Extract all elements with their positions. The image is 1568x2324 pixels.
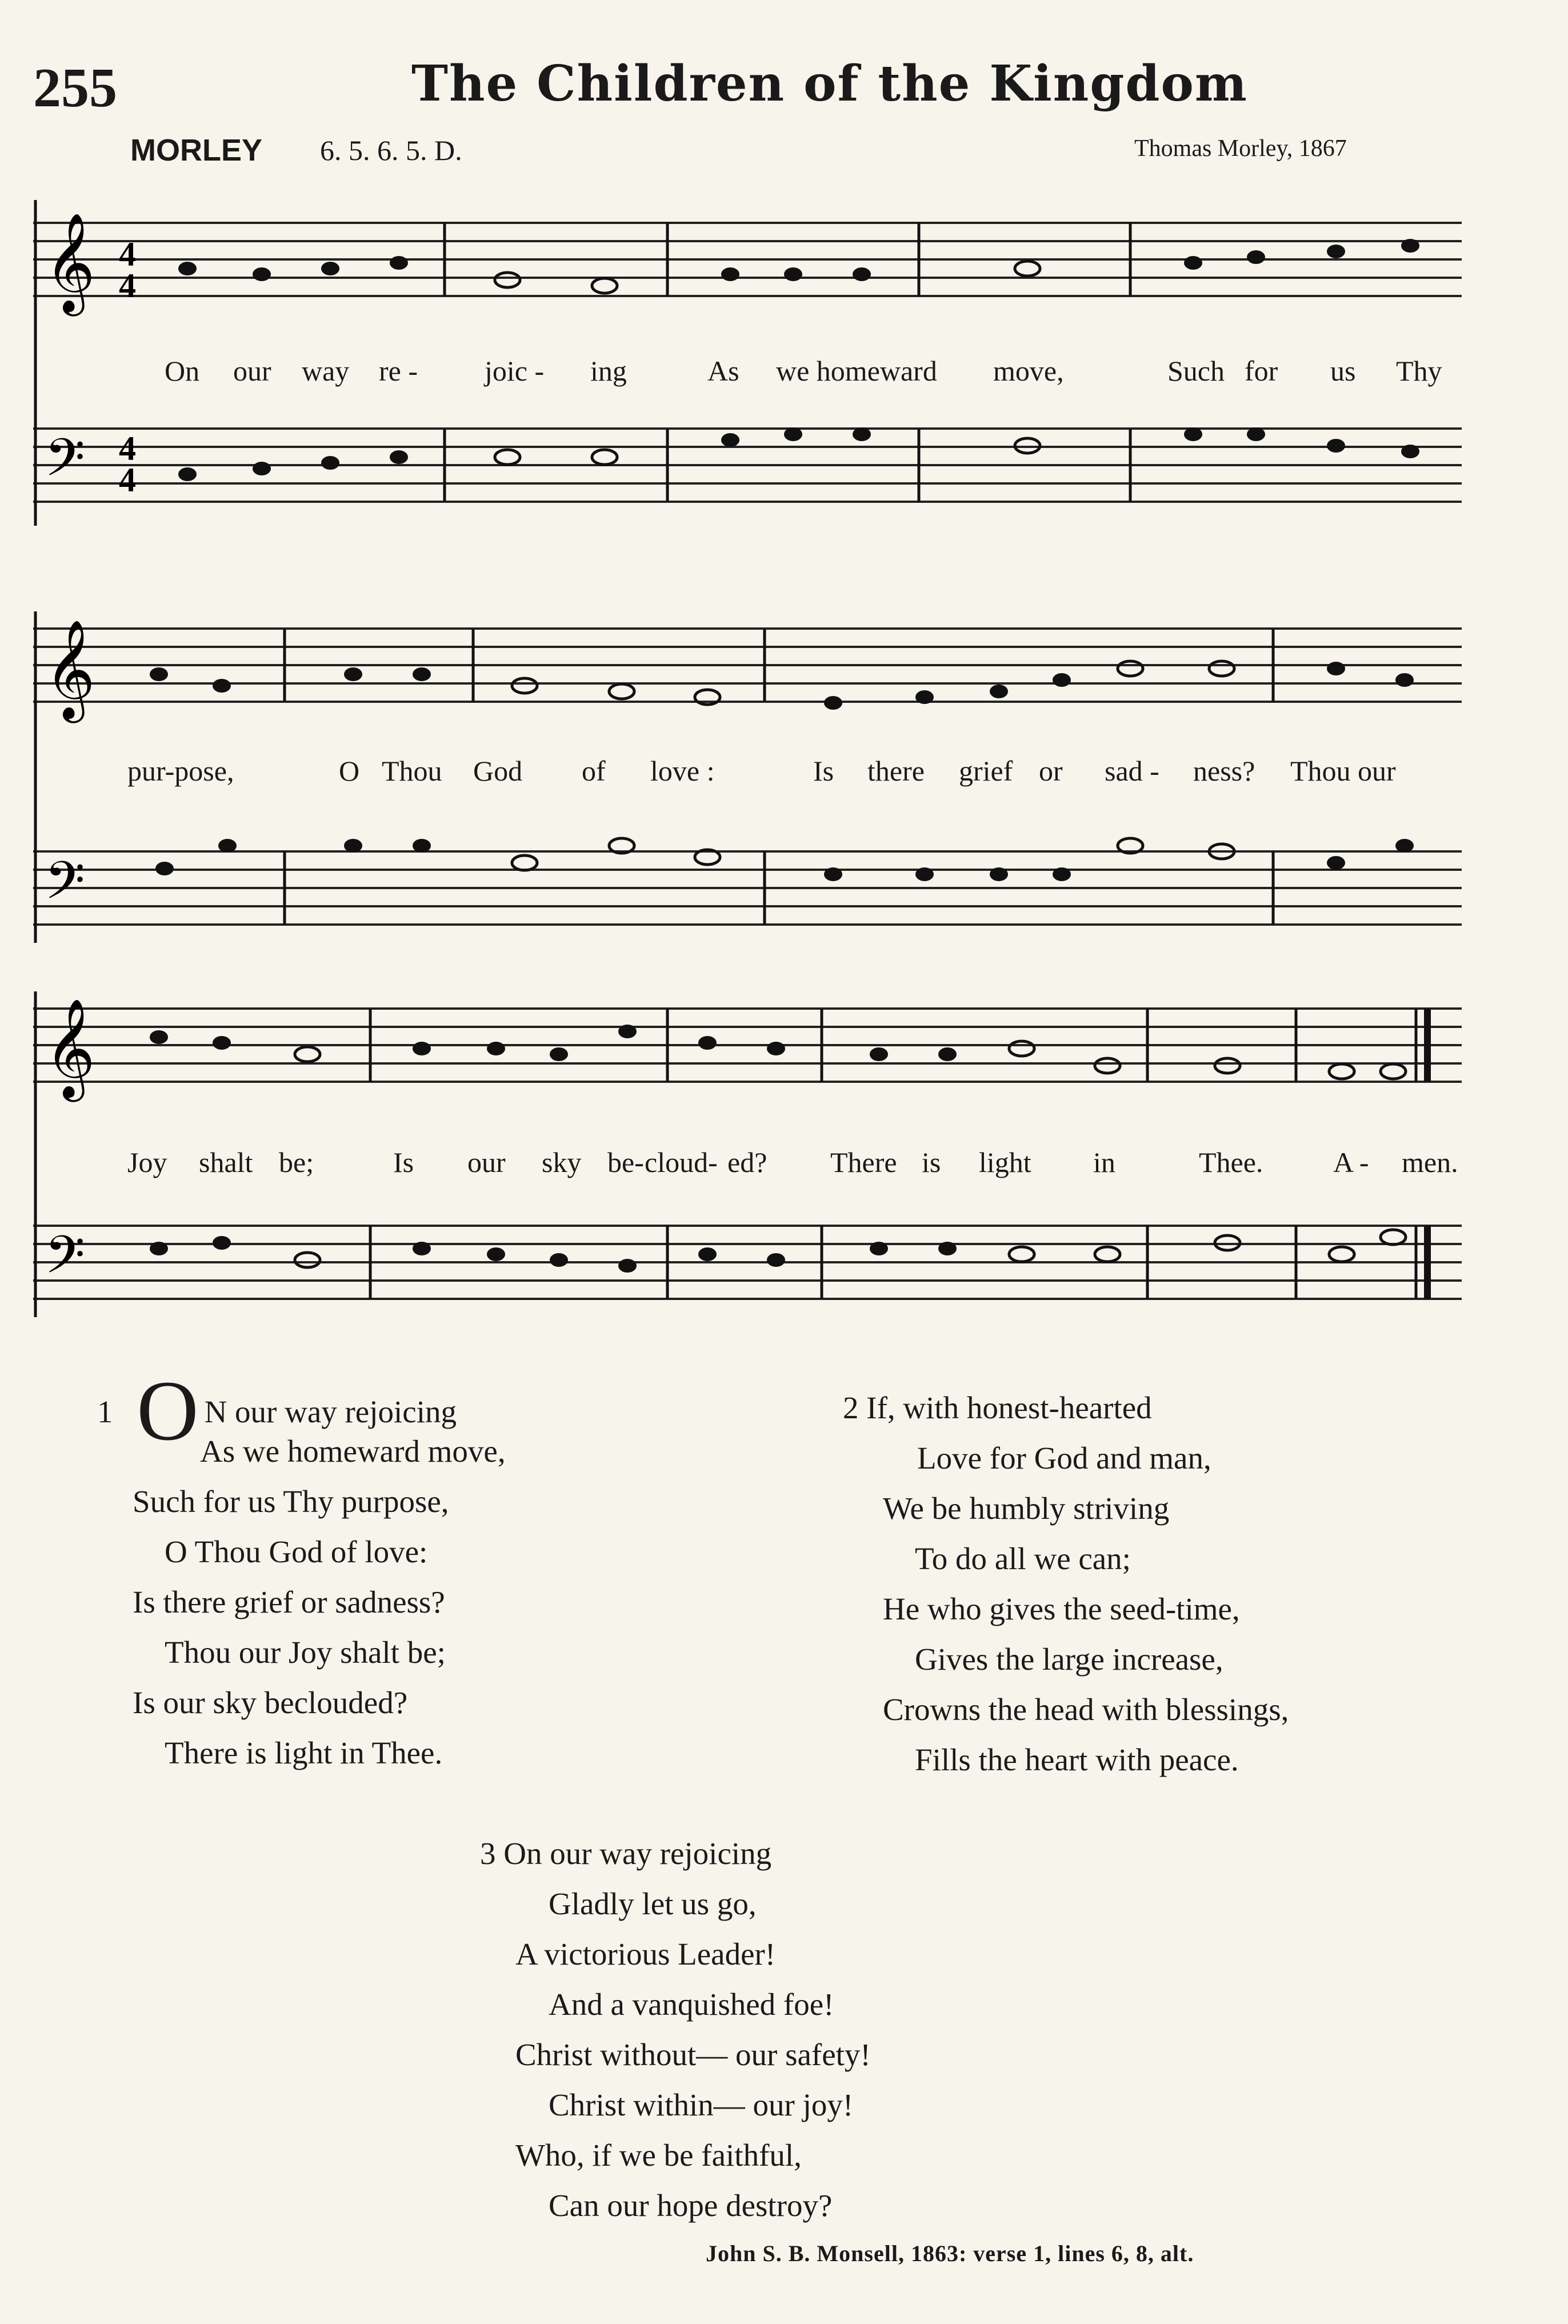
- lyric-word: joic -: [485, 355, 545, 387]
- verse-line: N our way rejoicing: [204, 1394, 457, 1429]
- lyric-word: men.: [1402, 1146, 1458, 1178]
- page-number: 255: [33, 57, 117, 119]
- verse-line: Who, if we be faithful,: [515, 2138, 802, 2173]
- lyric-word: move,: [993, 355, 1064, 387]
- verse-line: Christ without— our safety!: [515, 2037, 871, 2072]
- lyrics-line-3: [33, 1146, 1462, 1186]
- lyrics-line-2: [33, 754, 1462, 794]
- lyric-word: there: [867, 755, 925, 787]
- lyric-word: us: [1330, 355, 1356, 387]
- lyric-word: grief: [959, 755, 1013, 787]
- lyric-word: Thy: [1396, 355, 1442, 387]
- lyric-word: for: [1245, 355, 1278, 387]
- lyric-word: re -: [379, 355, 418, 387]
- bass-clef-icon: 𝄢: [45, 427, 85, 501]
- lyric-word: way: [302, 355, 350, 387]
- verse-line: Is there grief or sadness?: [133, 1585, 445, 1619]
- lyric-word: ing: [590, 355, 627, 387]
- verse-line: There is light in Thee.: [165, 1735, 443, 1770]
- lyric-word: or: [1039, 755, 1063, 787]
- attribution: John S. B. Monsell, 1863: verse 1, lines 6, 8, alt.: [706, 2241, 1194, 2266]
- bass-time-signature-top: 4: [119, 430, 136, 467]
- lyric-word: Such: [1167, 355, 1225, 387]
- verse-line: Such for us Thy purpose,: [133, 1484, 449, 1519]
- verse-line: He who gives the seed-time,: [883, 1591, 1240, 1626]
- verse-number: 2: [843, 1390, 859, 1425]
- page-title: The Children of the Kingdom: [411, 55, 1248, 113]
- verse-number: 1: [97, 1394, 113, 1429]
- verse-line: We be humbly striving: [883, 1491, 1170, 1526]
- verse-line: Christ within— our joy!: [549, 2087, 854, 2122]
- lyric-word: shalt: [199, 1146, 253, 1178]
- lyric-word: Thou our: [1290, 755, 1396, 787]
- verse-line: Gladly let us go,: [549, 1886, 757, 1921]
- lyric-word: ed?: [727, 1146, 767, 1178]
- lyric-word: O: [339, 755, 360, 787]
- lyric-word: be;: [279, 1146, 314, 1178]
- verse-line: O Thou God of love:: [165, 1534, 428, 1569]
- verse-line: Love for God and man,: [917, 1441, 1211, 1475]
- lyric-word: be-: [607, 1146, 644, 1178]
- bass-staff: [33, 1226, 1462, 1299]
- lyric-word: As: [707, 355, 739, 387]
- lyric-word: we homeward: [776, 355, 937, 387]
- lyric-word: There: [830, 1146, 897, 1178]
- lyric-word: light: [979, 1146, 1031, 1178]
- verse-1: [97, 1363, 726, 1778]
- treble-clef-icon: 𝄞: [45, 213, 95, 312]
- bass-clef-icon: 𝄢: [45, 1225, 85, 1298]
- lyric-word: Is: [393, 1146, 414, 1178]
- bass-staff: [33, 429, 1462, 502]
- verse-2: [843, 1383, 1500, 1785]
- treble-staff: [33, 629, 1462, 702]
- lyric-word: is: [922, 1146, 941, 1178]
- verse-line: Gives the large increase,: [915, 1642, 1223, 1677]
- bass-staff: [33, 851, 1462, 925]
- treble-clef-icon: 𝄞: [45, 619, 95, 719]
- lyric-word: cloud-: [645, 1146, 718, 1178]
- verse-line: Crowns the head with blessings,: [883, 1692, 1289, 1727]
- lyric-word: of: [582, 755, 606, 787]
- time-signature-top: 4: [119, 235, 136, 273]
- lyric-word: On: [165, 355, 200, 387]
- composer: Thomas Morley, 1867: [1134, 135, 1347, 162]
- bass-time-signature-bottom: 4: [119, 461, 136, 499]
- verse-line: On our way rejoicing: [503, 1836, 772, 1871]
- lyric-word: A -: [1333, 1146, 1369, 1178]
- verse-line: If, with honest-hearted: [866, 1390, 1152, 1425]
- verse-line: As we homeward move,: [200, 1434, 506, 1469]
- verse-line: Thou our Joy shalt be;: [165, 1635, 446, 1670]
- verse-3: [480, 1829, 1109, 2231]
- lyric-word: God: [473, 755, 523, 787]
- verse-line: To do all we can;: [915, 1541, 1131, 1576]
- treble-staff: [33, 1009, 1462, 1082]
- treble-clef-icon: 𝄞: [45, 998, 95, 1098]
- drop-cap: O: [137, 1363, 199, 1458]
- lyric-word: our: [233, 355, 271, 387]
- lyric-word: Is: [813, 755, 834, 787]
- lyric-word: Thee.: [1199, 1146, 1263, 1178]
- lyrics-line-1: [33, 354, 1462, 394]
- lyric-word: Joy: [127, 1146, 167, 1178]
- verse-number: 3: [480, 1836, 496, 1871]
- meter: 6. 5. 6. 5. D.: [320, 134, 462, 166]
- lyric-word: ness?: [1193, 755, 1255, 787]
- tune-name: MORLEY: [130, 133, 263, 167]
- lyric-word: sky: [542, 1146, 582, 1178]
- bass-clef-icon: 𝄢: [45, 850, 85, 923]
- lyric-word: Thou: [382, 755, 442, 787]
- verse-line: Is our sky beclouded?: [133, 1685, 408, 1720]
- time-signature-bottom: 4: [119, 267, 136, 305]
- lyric-word: sad -: [1105, 755, 1159, 787]
- lyric-word: our: [467, 1146, 506, 1178]
- verse-line: Fills the heart with peace.: [915, 1742, 1239, 1777]
- lyric-word: pur-pose,: [127, 755, 234, 787]
- verse-line: And a vanquished foe!: [549, 1987, 834, 2022]
- verse-line: Can our hope destroy?: [549, 2188, 833, 2223]
- lyric-word: love :: [650, 755, 715, 787]
- verse-line: A victorious Leader!: [515, 1937, 776, 1971]
- lyric-word: in: [1093, 1146, 1115, 1178]
